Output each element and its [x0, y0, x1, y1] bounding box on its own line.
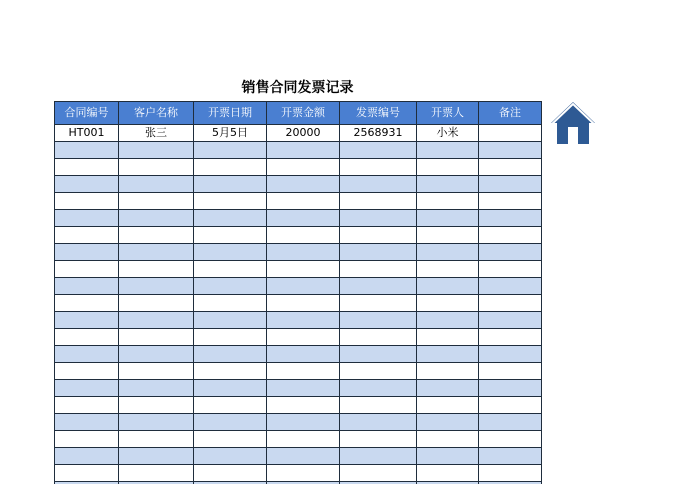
table-cell[interactable] [267, 227, 340, 244]
table-cell[interactable] [479, 142, 542, 159]
table-cell[interactable] [340, 312, 417, 329]
table-cell[interactable] [417, 380, 479, 397]
table-row [55, 125, 542, 142]
table-cell[interactable] [417, 465, 479, 482]
table-cell[interactable] [194, 159, 267, 176]
table-row [55, 142, 542, 159]
table-cell[interactable] [119, 380, 194, 397]
table-cell[interactable] [340, 465, 417, 482]
table-cell[interactable] [479, 210, 542, 227]
table-cell[interactable] [119, 193, 194, 210]
table-cell[interactable] [119, 465, 194, 482]
table-cell[interactable] [194, 142, 267, 159]
table-cell[interactable] [417, 176, 479, 193]
table-cell[interactable] [417, 210, 479, 227]
table-cell[interactable] [267, 210, 340, 227]
table-cell[interactable] [55, 210, 119, 227]
table-row [55, 227, 542, 244]
table-cell[interactable] [340, 431, 417, 448]
column-header-invoice-no[interactable]: 发票编号 [340, 102, 417, 125]
table-cell[interactable] [479, 346, 542, 363]
table-cell[interactable] [479, 295, 542, 312]
table-cell[interactable] [55, 261, 119, 278]
table-cell[interactable] [119, 414, 194, 431]
table-cell[interactable] [194, 431, 267, 448]
table-row [55, 295, 542, 312]
table-cell[interactable] [340, 380, 417, 397]
table-cell[interactable] [417, 329, 479, 346]
column-header-invoice-date[interactable]: 开票日期 [194, 102, 267, 125]
table-cell[interactable] [55, 329, 119, 346]
table-cell[interactable] [340, 176, 417, 193]
table-cell[interactable] [194, 244, 267, 261]
table-cell[interactable] [55, 142, 119, 159]
table-cell[interactable] [479, 380, 542, 397]
table-cell[interactable] [479, 465, 542, 482]
table-cell[interactable] [119, 210, 194, 227]
table-row [55, 448, 542, 465]
column-header-contract-no[interactable]: 合同编号 [55, 102, 119, 125]
table-row [55, 380, 542, 397]
table-cell[interactable]: 5月5日 [194, 125, 267, 142]
table-cell[interactable] [417, 397, 479, 414]
table-cell[interactable] [479, 227, 542, 244]
table-cell[interactable] [55, 448, 119, 465]
table-cell[interactable] [479, 312, 542, 329]
table-cell[interactable] [417, 346, 479, 363]
table-cell[interactable] [267, 261, 340, 278]
table-cell[interactable] [479, 193, 542, 210]
table-cell[interactable] [55, 176, 119, 193]
table-cell[interactable] [479, 329, 542, 346]
table-cell[interactable] [340, 295, 417, 312]
table-cell[interactable] [417, 431, 479, 448]
table-cell[interactable] [417, 227, 479, 244]
table-cell[interactable] [267, 346, 340, 363]
table-cell[interactable] [55, 295, 119, 312]
invoice-table [54, 101, 542, 484]
table-cell[interactable] [479, 244, 542, 261]
table-cell[interactable] [119, 244, 194, 261]
table-cell[interactable] [119, 363, 194, 380]
table-cell[interactable] [340, 261, 417, 278]
sheet-title: 销售合同发票记录 [241, 80, 354, 96]
table-cell[interactable] [55, 363, 119, 380]
table-cell[interactable] [267, 244, 340, 261]
table-cell[interactable] [417, 142, 479, 159]
table-cell[interactable] [267, 380, 340, 397]
table-cell[interactable] [119, 312, 194, 329]
column-header-invoice-amount[interactable]: 开票金额 [267, 102, 340, 125]
table-cell[interactable] [119, 346, 194, 363]
table-cell[interactable] [55, 414, 119, 431]
table-row [55, 414, 542, 431]
table-cell[interactable] [55, 227, 119, 244]
table-cell[interactable] [55, 159, 119, 176]
table-cell[interactable] [194, 295, 267, 312]
table-row [55, 176, 542, 193]
table-cell[interactable] [194, 329, 267, 346]
table-cell[interactable] [194, 278, 267, 295]
table-cell[interactable] [340, 210, 417, 227]
table-row [55, 210, 542, 227]
table-cell[interactable] [267, 363, 340, 380]
home-button[interactable] [549, 100, 597, 146]
table-cell[interactable] [417, 312, 479, 329]
table-cell[interactable] [267, 295, 340, 312]
table-row [55, 397, 542, 414]
table-cell[interactable] [267, 142, 340, 159]
table-cell[interactable] [479, 431, 542, 448]
table-cell[interactable] [417, 193, 479, 210]
table-cell[interactable] [119, 431, 194, 448]
table-cell[interactable] [417, 414, 479, 431]
table-cell[interactable] [194, 261, 267, 278]
table-cell[interactable] [119, 159, 194, 176]
table-cell[interactable] [267, 176, 340, 193]
table-cell[interactable] [119, 295, 194, 312]
table-cell[interactable] [479, 176, 542, 193]
table-cell[interactable] [340, 448, 417, 465]
table-cell[interactable]: 张三 [119, 125, 194, 142]
table-cell[interactable] [340, 346, 417, 363]
table-cell[interactable] [479, 261, 542, 278]
table-row [55, 278, 542, 295]
table-cell[interactable] [194, 448, 267, 465]
table-cell[interactable] [267, 312, 340, 329]
home-icon [549, 100, 597, 146]
table-cell[interactable] [267, 193, 340, 210]
table-cell[interactable] [267, 465, 340, 482]
table-cell[interactable] [194, 227, 267, 244]
table-cell[interactable] [55, 193, 119, 210]
table-cell[interactable] [194, 210, 267, 227]
table-row [55, 329, 542, 346]
column-header-issuer[interactable]: 开票人 [417, 102, 479, 125]
table-cell[interactable] [194, 312, 267, 329]
table-cell[interactable] [194, 465, 267, 482]
table-cell[interactable] [417, 278, 479, 295]
table-cell[interactable] [119, 176, 194, 193]
table-cell[interactable] [479, 125, 542, 142]
table-row [55, 244, 542, 261]
table-cell[interactable] [340, 244, 417, 261]
table-cell[interactable] [55, 380, 119, 397]
table-cell[interactable] [479, 159, 542, 176]
table-cell[interactable] [417, 448, 479, 465]
table-cell[interactable] [417, 244, 479, 261]
table-cell[interactable] [55, 465, 119, 482]
table-cell[interactable] [267, 448, 340, 465]
table-cell[interactable]: 小米 [417, 125, 479, 142]
table-cell[interactable] [340, 414, 417, 431]
table-cell[interactable] [119, 397, 194, 414]
table-row [55, 346, 542, 363]
table-cell[interactable] [267, 278, 340, 295]
table-cell[interactable] [340, 193, 417, 210]
table-cell[interactable]: 20000 [267, 125, 340, 142]
table-cell[interactable] [340, 159, 417, 176]
table-cell[interactable] [417, 295, 479, 312]
table-cell[interactable] [194, 397, 267, 414]
table-row [55, 431, 542, 448]
column-header-customer-name[interactable]: 客户名称 [119, 102, 194, 125]
table-cell[interactable] [267, 397, 340, 414]
table-cell[interactable]: 2568931 [340, 125, 417, 142]
table-cell[interactable] [194, 193, 267, 210]
column-header-remarks[interactable]: 备注 [479, 102, 542, 125]
table-cell[interactable] [267, 431, 340, 448]
table-cell[interactable] [479, 278, 542, 295]
table-cell[interactable] [194, 363, 267, 380]
table-cell[interactable] [194, 380, 267, 397]
table-row [55, 363, 542, 380]
table-cell[interactable] [417, 159, 479, 176]
table-row [55, 261, 542, 278]
table-cell[interactable] [55, 244, 119, 261]
table-cell[interactable] [55, 278, 119, 295]
table-cell[interactable] [55, 312, 119, 329]
table-cell[interactable] [267, 414, 340, 431]
table-row [55, 159, 542, 176]
table-cell[interactable] [55, 346, 119, 363]
table-cell[interactable] [417, 261, 479, 278]
table-cell[interactable] [479, 363, 542, 380]
table-cell[interactable] [267, 329, 340, 346]
table-cell[interactable] [340, 397, 417, 414]
table-cell[interactable] [119, 278, 194, 295]
table-cell[interactable] [55, 431, 119, 448]
table-cell[interactable] [119, 227, 194, 244]
table-cell[interactable] [119, 261, 194, 278]
table-cell[interactable] [119, 329, 194, 346]
table-cell[interactable] [119, 142, 194, 159]
table-cell[interactable] [55, 397, 119, 414]
table-cell[interactable] [267, 159, 340, 176]
table-cell[interactable] [340, 329, 417, 346]
table-cell[interactable]: HT001 [55, 125, 119, 142]
table-cell[interactable] [479, 448, 542, 465]
table-cell[interactable] [194, 176, 267, 193]
table-cell[interactable] [194, 414, 267, 431]
table-row [55, 312, 542, 329]
table-cell[interactable] [340, 278, 417, 295]
table-cell[interactable] [340, 142, 417, 159]
table-cell[interactable] [340, 363, 417, 380]
table-cell[interactable] [340, 227, 417, 244]
header-row [55, 102, 542, 125]
table-cell[interactable] [479, 414, 542, 431]
table-cell[interactable] [119, 448, 194, 465]
table-row [55, 193, 542, 210]
table-row [55, 465, 542, 482]
table-cell[interactable] [194, 346, 267, 363]
table-cell[interactable] [417, 363, 479, 380]
table-cell[interactable] [479, 397, 542, 414]
